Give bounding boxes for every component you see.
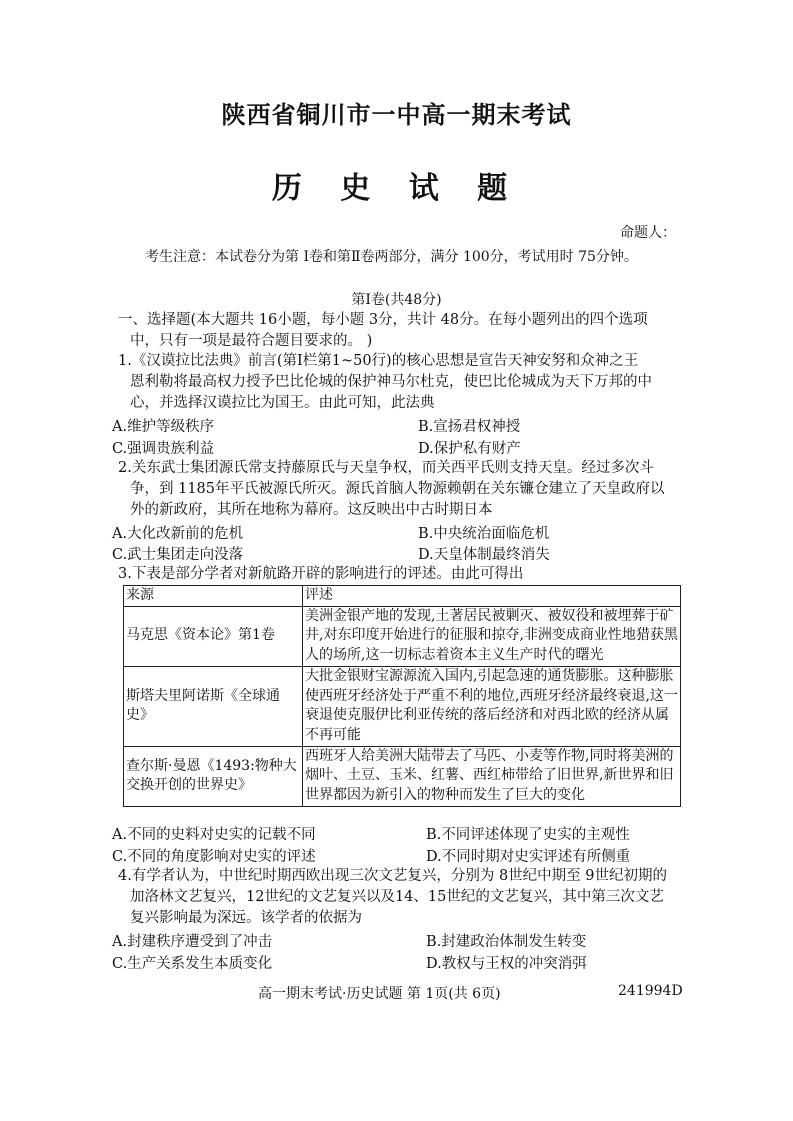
footer-paper-code: 241994D: [618, 983, 683, 999]
q3-option-c[interactable]: C.不同的角度影响对史实的评述: [112, 849, 316, 865]
candidate-notice: 考生注意：本试卷分为第 Ⅰ卷和第Ⅱ卷两部分，满分 100分，考试用时 75分钟。: [145, 249, 638, 265]
q1-option-a[interactable]: A.维护等级秩序: [112, 419, 215, 435]
subject-title: 历 史 试 题: [271, 171, 522, 206]
stem-line: 4.有学者认为，中世纪时期西欧出现三次文艺复兴，分别为 8世纪中期至 9世纪初期的: [118, 868, 668, 884]
table-row: [124, 606, 681, 666]
historian-comments-table: [123, 585, 681, 807]
school-title: 陕西省铜川市一中高一期末考试: [221, 100, 572, 129]
instruction-line: 中，只有一项是最符合题目要求的。 ): [130, 333, 373, 349]
stem-line: 复兴影响最为深远。该学者的依据为: [130, 910, 362, 926]
stem-line: 2.关东武士集团源氏常支持藤原氏与天皇争权，而关西平氏则支持天皇。经过多次斗: [118, 460, 654, 476]
question-1-stem: [118, 351, 708, 414]
section-instruction: [118, 310, 708, 352]
row-source: 斯塔夫里阿诺斯《全球通史》: [124, 666, 303, 746]
q3-option-a[interactable]: A.不同的史料对史实的记载不同: [112, 827, 316, 843]
stem-line: 加洛林文艺复兴，12世纪的文艺复兴以及14、15世纪的文艺复兴，其中第三次文艺: [130, 889, 664, 905]
q2-option-d[interactable]: D.天皇体制最终消失: [418, 547, 550, 563]
q4-option-a[interactable]: A.封建秩序遭受到了冲击: [112, 934, 273, 950]
row-source: 马克思《资本论》第1卷: [124, 606, 303, 666]
setter-label: 命题人：: [620, 225, 676, 241]
footer-page-info: 高一期末考试·历史试题 第 1页(共 6页): [258, 986, 501, 1002]
table-header-source: 来源: [124, 586, 303, 607]
row-source: 查尔斯·曼恩《1493:物种大交换开创的世界史》: [124, 746, 303, 806]
q1-option-b[interactable]: B.宣扬君权神授: [418, 419, 521, 435]
q4-option-d[interactable]: D.教权与王权的冲突消弭: [426, 956, 587, 972]
stem-line: 1.《汉谟拉比法典》前言(第Ⅰ栏第1~50行)的核心思想是宣告天神安努和众神之王: [118, 353, 639, 369]
q2-option-c[interactable]: C.武士集团走向没落: [112, 547, 244, 563]
question-2-stem: [118, 458, 708, 521]
q3-option-b[interactable]: B.不同评述体现了史实的主观性: [426, 827, 630, 843]
q4-option-c[interactable]: C.生产关系发生本质变化: [112, 956, 273, 972]
table-row: [124, 666, 681, 746]
q4-option-b[interactable]: B.封建政治体制发生转变: [426, 934, 587, 950]
row-comment: 西班牙人给美洲大陆带去了马匹、小麦等作物,同时将美洲的烟叶、土豆、玉米、红薯、西红柿带给了旧世界,新世界和旧世界都因为新引入的物种而发生了巨大的变化: [303, 746, 681, 806]
stem-line: 恩利勒将最高权力授予巴比伦城的保护神马尔杜克，使巴比伦城成为天下万邦的中: [130, 374, 652, 390]
section-title: 第Ⅰ卷(共48分): [351, 292, 442, 308]
table-header-row: [124, 586, 681, 607]
question-3-stem: [118, 564, 708, 585]
row-comment: 大批金银财宝源源流入国内,引起急速的通货膨胀。这种膨胀使西班牙经济处于严重不利的地位,西班牙经济最终衰退,这一衰退使克服伊比利亚传统的落后经济和对西北欧的经济从属不再可能: [303, 666, 681, 746]
stem-line: 外的新政府，其所在地称为幕府。这反映出中古时期日本: [130, 502, 493, 518]
instruction-line: 一、选择题(本大题共 16小题，每小题 3分，共计 48分。在每小题列出的四个选项: [118, 312, 648, 328]
q3-option-d[interactable]: D.不同时期对史实评述有所侧重: [426, 849, 631, 865]
stem-line: 争，到 1185年平氏被源氏所灭。源氏首脑人物源赖朝在关东镰仓建立了天皇政府以: [130, 481, 665, 497]
stem-line: 心，并选择汉谟拉比为国王。由此可知，此法典: [130, 395, 435, 411]
row-comment: 美洲金银产地的发现,土著居民被剿灭、被奴役和被埋葬于矿井,对东印度开始进行的征服和掠夺,非洲变成商业性地猎获黑人的场所,这一切标志着资本主义生产时代的曙光: [303, 606, 681, 666]
table-header-comment: 评述: [303, 586, 681, 607]
q1-option-c[interactable]: C.强调贵族利益: [112, 441, 215, 457]
q1-option-d[interactable]: D.保护私有财产: [418, 441, 521, 457]
table-row: [124, 746, 681, 806]
question-4-stem: [118, 866, 708, 929]
q2-option-a[interactable]: A.大化改新前的危机: [112, 526, 244, 542]
stem-line: 3.下表是部分学者对新航路开辟的影响进行的评述。由此可得出: [118, 566, 524, 582]
q2-option-b[interactable]: B.中央统治面临危机: [418, 526, 550, 542]
